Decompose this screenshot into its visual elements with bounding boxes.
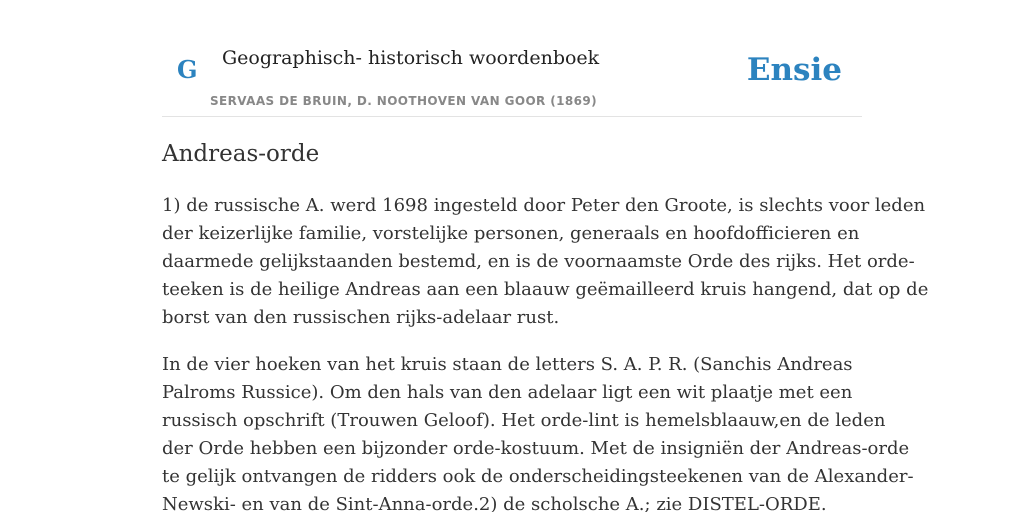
ensie-logo-link[interactable]: Ensie [746,52,842,88]
text-line: Palroms Russice). Om den hals van den adelaar ligt een wit plaatje met een [162,382,853,403]
text-line: Newski- en van de Sint-Anna-orde.2) de scholsche A.; zie DISTEL-ORDE. [162,494,827,512]
entry-title: Andreas-orde [162,141,320,167]
entry-article [162,138,929,512]
entry-paragraph-1 [162,192,929,332]
text-line: teeken is de heilige Andreas aan een blaauw geëmailleerd kruis hangend, dat op de [162,279,929,300]
book-logo-letter[interactable]: G [177,55,198,84]
text-line: In de vier hoeken van het kruis staan de letters S. A. P. R. (Sanchis Andreas [162,354,853,375]
text-line: te gelijk ontvangen de ridders ook de onderscheidingsteekenen van de Alexander- [162,466,914,487]
text-line: 1) de russische A. werd 1698 ingesteld door Peter den Groote, is slechts voor leden [162,195,926,216]
book-author: SERVAAS DE BRUIN, D. NOOTHOVEN VAN GOOR (1869) [210,94,598,108]
text-line: der Orde hebben een bijzonder orde-kostuum. Met de insigniën der Andreas-orde [162,438,910,459]
text-line: der keizerlijke familie, vorstelijke personen, generaals en hoofdofficieren en [162,223,860,244]
text-line: daarmede gelijkstaanden bestemd, en is de voornaamste Orde des rijks. Het orde- [162,251,915,272]
book-header [162,0,862,117]
book-title-link[interactable]: Geographisch- historisch woordenboek [222,47,600,69]
text-line: borst van den russischen rijks-adelaar rust. [162,307,560,328]
entry-paragraph-2 [162,351,914,512]
text-line: russisch opschrift (Trouwen Geloof). Het orde-lint is hemelsblaauw,en de leden [162,410,886,431]
